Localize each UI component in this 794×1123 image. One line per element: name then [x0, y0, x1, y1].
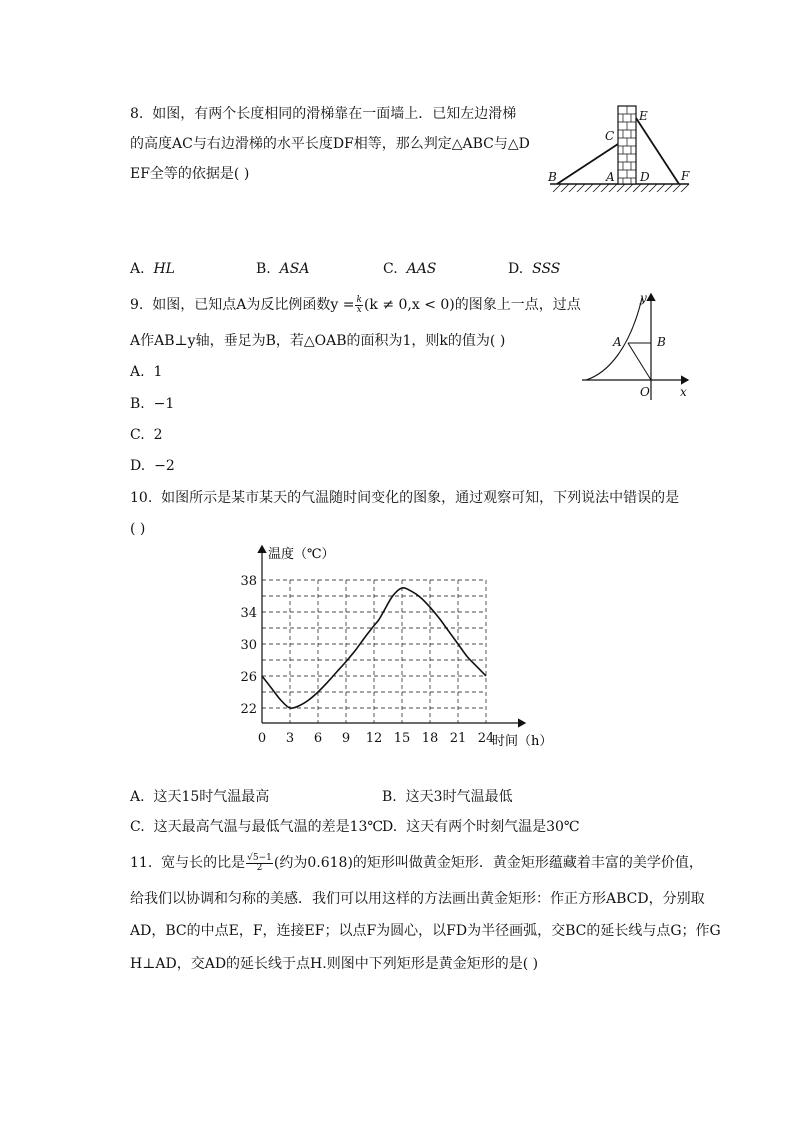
- brick-wall: [618, 106, 636, 184]
- q9-option-c[interactable]: [130, 425, 163, 445]
- chart-ylabel: 温度（℃）: [268, 547, 335, 562]
- q8-option-d[interactable]: [508, 259, 560, 279]
- label-A: A: [613, 335, 622, 349]
- x-tick-label: 15: [393, 731, 411, 746]
- option-letter: B.: [130, 396, 145, 412]
- q9-option-d[interactable]: [130, 456, 175, 476]
- label-A: A: [606, 170, 615, 184]
- q10-option-b[interactable]: [382, 787, 513, 807]
- q8-option-a[interactable]: [130, 259, 175, 279]
- q8-number: 8.: [130, 106, 144, 122]
- x-tick-label: 21: [449, 731, 467, 746]
- option-text: 这天最高气温与最低气温的差是13℃: [153, 819, 384, 835]
- chart-xlabel: 时间（h）: [492, 734, 553, 749]
- temperature-series-line: [262, 588, 486, 708]
- q10-number: 10.: [130, 490, 153, 506]
- y-tick-label: 38: [240, 574, 257, 589]
- option-letter: A.: [130, 261, 145, 277]
- option-text: 这天3时气温最低: [405, 789, 513, 805]
- q11-line1: [130, 853, 703, 873]
- label-B: B: [657, 335, 666, 349]
- q8-option-c[interactable]: [383, 259, 436, 279]
- option-text: HL: [153, 261, 175, 277]
- x-tick-label: 18: [421, 731, 439, 746]
- q9-line1: [130, 295, 581, 315]
- label-O: O: [640, 385, 650, 399]
- q9-text-post: (k ≠ 0,x < 0)的图象上一点，过点: [363, 297, 581, 313]
- q9-option-a[interactable]: [130, 362, 162, 382]
- option-text: 1: [153, 364, 163, 380]
- y-tick-label: 26: [240, 670, 257, 685]
- y-tick-label: 22: [240, 702, 257, 717]
- x-tick-label: 12: [365, 731, 383, 746]
- q11-line2: 给我们以协调和匀称的美感．我们可以用这样的方法画出黄金矩形：作正方形ABCD，分别取: [130, 891, 705, 907]
- q9-figure-hyperbola: [578, 288, 698, 403]
- x-tick-label: 24: [477, 731, 495, 746]
- option-letter: D.: [130, 458, 146, 474]
- q11-text-post: (约为0.618)的矩形叫做黄金矩形．黄金矩形蕴藏着丰富的美学价值，: [273, 855, 703, 871]
- q8-option-b[interactable]: [256, 259, 309, 279]
- q10-line1: [130, 488, 679, 508]
- x-tick-label: 0: [257, 731, 267, 746]
- label-x: x: [680, 385, 687, 399]
- q11-number: 11.: [130, 855, 153, 871]
- ground-hatch: [553, 184, 689, 192]
- label-C: C: [605, 129, 615, 143]
- option-text: −2: [154, 458, 175, 474]
- option-letter: B.: [382, 789, 397, 805]
- q11-fraction: [246, 854, 273, 873]
- x-tick-label: 9: [341, 731, 351, 746]
- chart-grid: [262, 580, 486, 723]
- label-y: y: [640, 291, 647, 305]
- q10-text-1: 如图所示是某市某天的气温随时间变化的图象，通过观察可知，下列说法中错误的是: [161, 490, 680, 506]
- y-tick-label: 34: [240, 606, 257, 621]
- option-letter: C.: [130, 427, 145, 443]
- option-letter: D.: [508, 261, 524, 277]
- q9-number: 9.: [130, 297, 144, 313]
- frac-numerator: k: [356, 294, 362, 305]
- q10-option-d[interactable]: [382, 817, 580, 837]
- option-text: −1: [153, 396, 175, 412]
- option-text: AAS: [406, 261, 437, 277]
- label-B: B: [548, 170, 557, 184]
- q9-text-pre: 如图，已知点A为反比例函数y =: [152, 297, 355, 313]
- q11-text-pre: 宽与长的比是: [161, 855, 246, 871]
- q9-fraction: [355, 296, 362, 315]
- label-D: D: [640, 170, 650, 184]
- label-E: E: [639, 109, 648, 123]
- x-tick-label: 3: [285, 731, 295, 746]
- q9-line2: A作AB⊥y轴，垂足为B，若△OAB的面积为1，则k的值为( ): [130, 333, 506, 349]
- segment-AO: [628, 343, 651, 380]
- frac-denominator: x: [356, 304, 362, 315]
- x-tick-label: 6: [313, 731, 323, 746]
- q8-figure-slides: [545, 100, 695, 200]
- option-letter: C.: [130, 819, 145, 835]
- option-text: 这天15时气温最高: [153, 789, 270, 805]
- y-tick-label: 30: [240, 638, 257, 653]
- option-letter: D.: [382, 819, 398, 835]
- temperature-chart: [230, 538, 570, 753]
- option-text: ASA: [279, 261, 310, 277]
- option-letter: A.: [130, 364, 145, 380]
- q8-line3: EF全等的依据是( ): [130, 166, 250, 182]
- frac-numerator: √5−1: [247, 852, 272, 863]
- q11-line4: H⊥AD，交AD的延长线于点H.则图中下列矩形是黄金矩形的是( ): [130, 956, 539, 972]
- option-letter: C.: [383, 261, 398, 277]
- option-text: 这天有两个时刻气温是30℃: [406, 819, 580, 835]
- q10-option-c[interactable]: [130, 817, 383, 837]
- option-letter: A.: [130, 789, 145, 805]
- option-text: 2: [153, 427, 163, 443]
- q9-option-b[interactable]: [130, 394, 174, 414]
- q8-line1: [130, 104, 516, 124]
- frac-denominator: 2: [256, 862, 263, 873]
- q10-line2: ( ): [130, 521, 146, 537]
- q8-line2: 的高度AC与右边滑梯的水平长度DF相等，那么判定△ABC与△D: [130, 136, 530, 152]
- q10-option-a[interactable]: [130, 787, 269, 807]
- label-F: F: [681, 169, 690, 183]
- option-letter: B.: [256, 261, 271, 277]
- option-text: SSS: [532, 261, 561, 277]
- q8-text-1: 如图，有两个长度相同的滑梯靠在一面墙上．已知左边滑梯: [152, 106, 517, 122]
- q11-line3: AD，BC的中点E，F，连接EF；以点F为圆心，以FD为半径画弧，交BC的延长线与点G；作G: [130, 923, 721, 939]
